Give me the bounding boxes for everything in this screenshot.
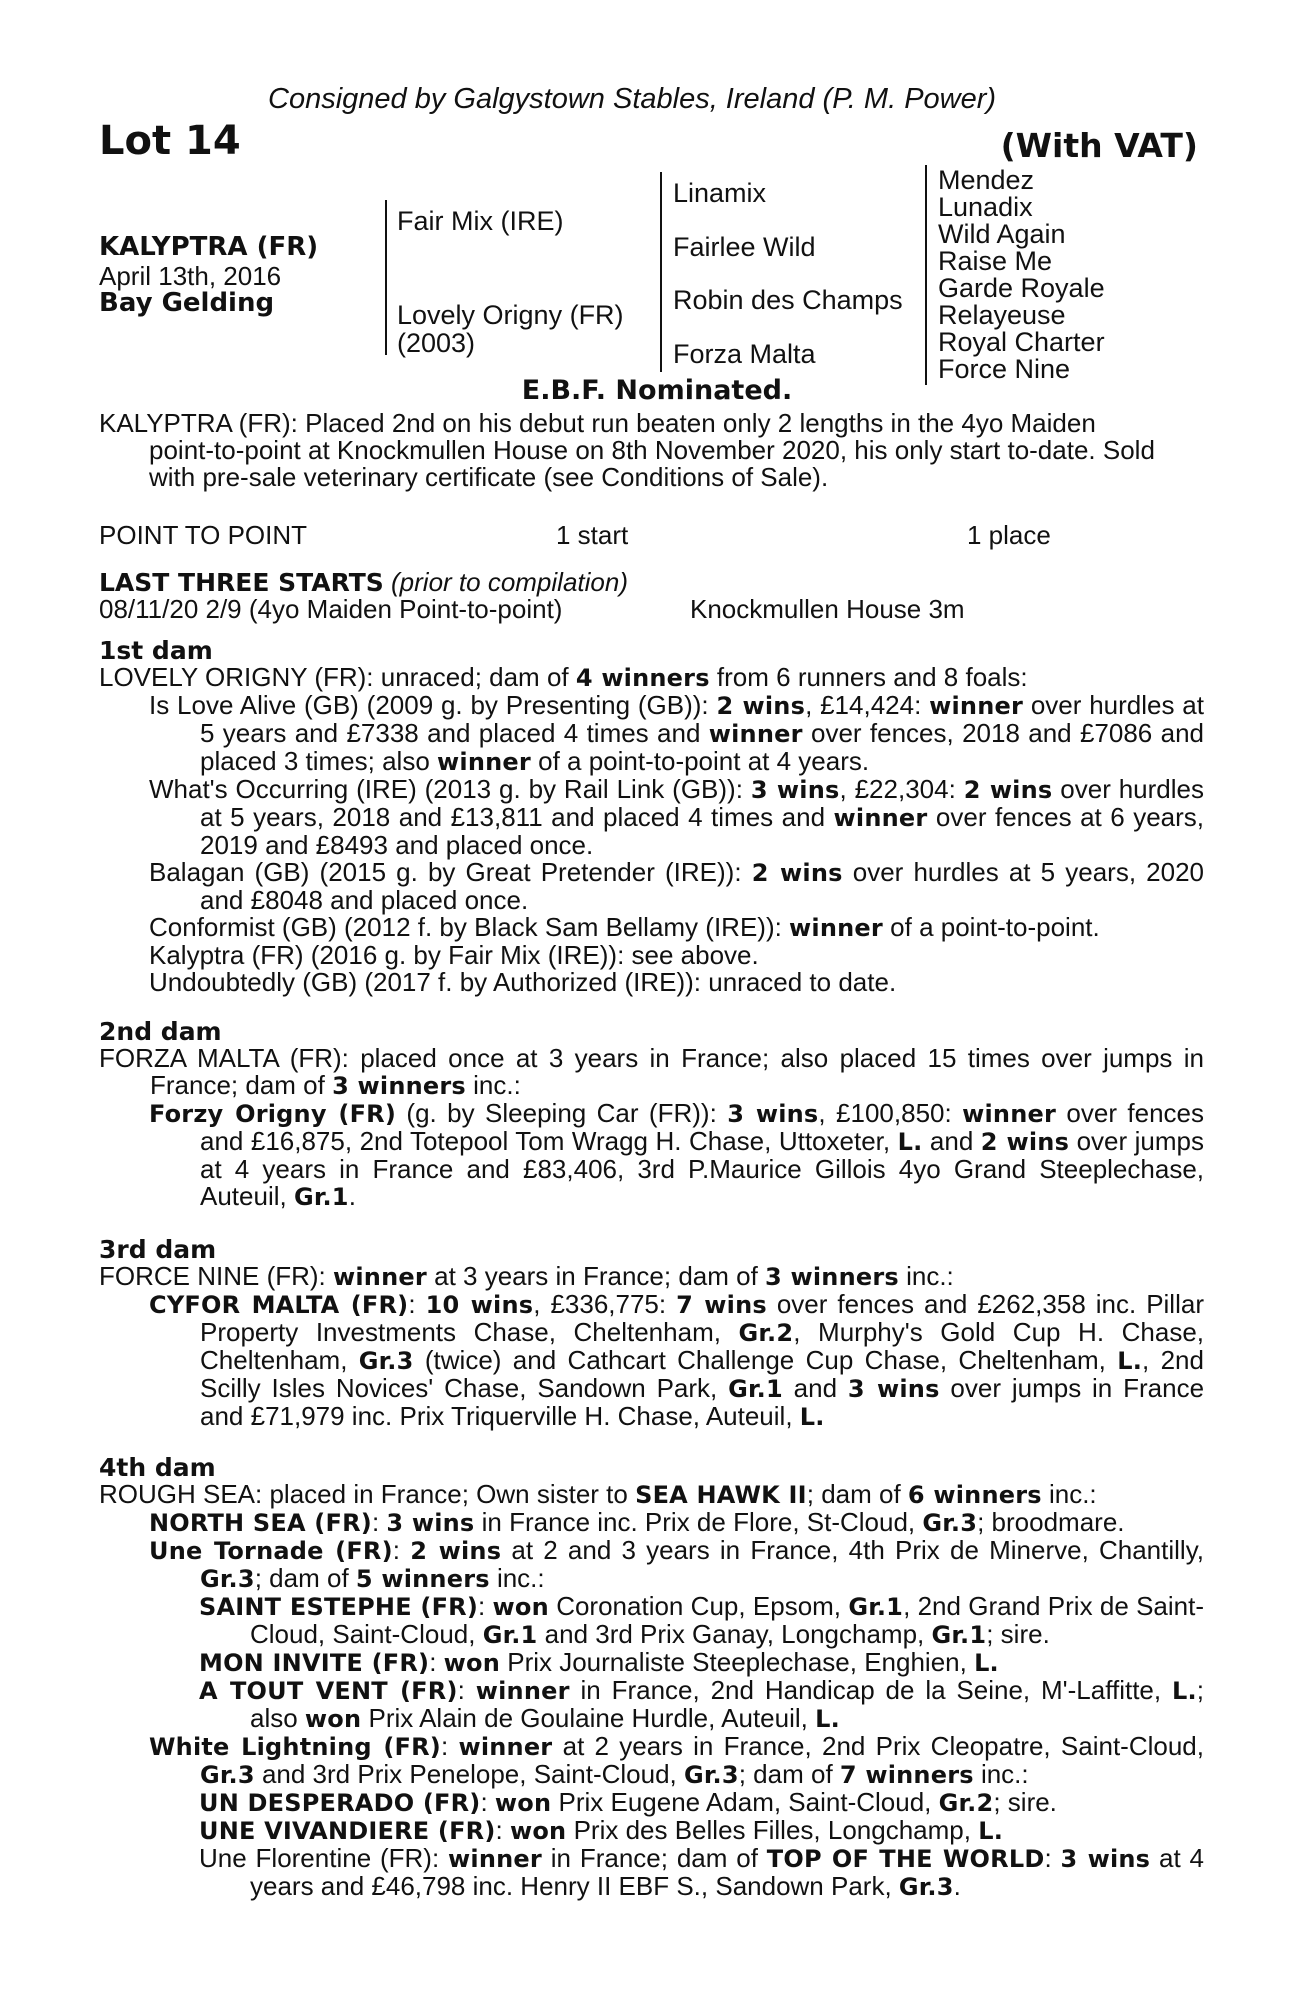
bold-text: L. [978, 1817, 1004, 1845]
text-run: ; broodmare. [977, 1507, 1125, 1537]
bold-text: A TOUT VENT (FR) [199, 1677, 458, 1705]
text-run: : [408, 1289, 426, 1319]
bold-text: 2 wins [751, 859, 843, 887]
summary-line: KALYPTRA (FR): Placed 2nd on his debut run beaten only 2 lengths in the 4yo Maiden [99, 408, 1096, 438]
produce-entry [149, 914, 1204, 942]
pedigree-gen3: Mendez [938, 165, 1035, 195]
text-run: (g. by Sleeping Car (FR)): [396, 1098, 728, 1128]
bold-text: 2 wins [410, 1537, 502, 1565]
summary-paragraph [99, 410, 1204, 491]
text-run: Is Love Alive (GB) (2009 g. by Presenting (GB)): [149, 690, 717, 720]
text-run: FORZA MALTA (FR): placed once at 3 years in France; also placed 15 times over jumps in France; dam of [99, 1043, 1204, 1100]
bold-text: 4 winners [575, 664, 710, 692]
text-run: , £14,424: [805, 690, 930, 720]
bold-text: Gr.2 [938, 1789, 994, 1817]
text-run: Une Florentine (FR): [199, 1843, 449, 1873]
text-run: over hurdles at 5 years, 2020 and £8048 and placed once. [200, 857, 1205, 915]
text-run: at 4 years and £46,798 inc. Henry II EBF S., Sandown Park, [250, 1843, 1204, 1901]
third-dam-heading: 3rd dam [99, 1235, 217, 1264]
produce-entry: Kalyptra (FR) (2016 g. by Fair Mix (IRE)): see above. [149, 940, 759, 970]
second-dam-heading: 2nd dam [99, 1017, 222, 1046]
bold-text: 3 wins [750, 776, 840, 804]
text-run: ; sire. [986, 1619, 1050, 1649]
bold-text: Forzy Origny (FR) [149, 1100, 397, 1128]
text-run: over fences, 2018 and £7086 and placed 3 times; also [200, 718, 1204, 776]
last-three-title: LAST THREE STARTS [99, 568, 384, 597]
text-run: Prix des Belles Filles, Longchamp, [566, 1815, 979, 1845]
bold-text: L. [1171, 1677, 1197, 1705]
bold-text: winner [929, 692, 1024, 720]
text-run: over fences at 6 years, 2019 and £8493 and placed once. [200, 802, 1205, 860]
bold-text: Gr.1 [482, 1621, 538, 1649]
bold-text: winner [789, 914, 883, 942]
text-run: LOVELY ORIGNY (FR): unraced; dam of [99, 662, 576, 692]
text-run: ; dam of [806, 1479, 908, 1509]
text-run: (twice) and Cathcart Challenge Cup Chase, Cheltenham, [413, 1345, 1118, 1375]
bold-text: winner [448, 1845, 542, 1873]
text-run: Prix Eugene Adam, Saint-Cloud, [551, 1787, 939, 1817]
text-run: FORCE NINE (FR): [99, 1261, 333, 1291]
bold-text: 3 wins [847, 1375, 940, 1403]
last-three-note: (prior to compilation) [391, 567, 628, 597]
bold-text: winner [437, 748, 531, 776]
text-run: : [371, 1507, 387, 1537]
pedigree-divider [660, 172, 662, 372]
bold-text: White Lightning (FR) [149, 1733, 441, 1761]
text-run: over hurdles at 5 years and £7338 and placed 4 times and [200, 690, 1204, 748]
bold-text: 2 wins [716, 692, 806, 720]
text-run: : [457, 1675, 476, 1705]
text-run: over jumps in France and £71,979 inc. Prix Triquerville H. Chase, Auteuil, [200, 1373, 1205, 1431]
ebf-nominated: E.B.F. Nominated. [521, 375, 793, 406]
bold-text: Gr.3 [922, 1509, 978, 1537]
bold-text: 6 winners [907, 1481, 1042, 1509]
bold-text: UN DESPERADO (FR) [199, 1789, 481, 1817]
pedigree-gen2: Fairlee Wild [673, 232, 816, 262]
pedigree-gen2: Forza Malta [673, 339, 816, 369]
bold-text: NORTH SEA (FR) [149, 1509, 372, 1537]
bold-text: L. [815, 1705, 840, 1733]
record-starts: 1 start [556, 520, 629, 550]
produce-entry: Undoubtedly (GB) (2017 f. by Authorized (IRE)): unraced to date. [149, 967, 897, 997]
text-run: ; dam of [738, 1759, 840, 1789]
bold-text: L. [799, 1403, 825, 1431]
produce-entry [149, 692, 1204, 776]
text-run: over hurdles at 5 years, 2018 and £13,811 and placed 4 times and [200, 774, 1205, 832]
text-run: at 3 years in France; dam of [426, 1261, 766, 1291]
produce-entry [149, 1537, 1204, 1593]
text-run: . [953, 1871, 961, 1901]
text-run: Coronation Cup, Epsom, [548, 1591, 849, 1621]
bold-text: winner [708, 720, 803, 748]
horse-dob: April 13th, 2016 [99, 261, 282, 291]
bold-text: winner [458, 1733, 553, 1761]
bold-text: won [494, 1789, 552, 1817]
horse-name: KALYPTRA (FR) [99, 232, 319, 262]
pedigree-divider [925, 165, 927, 385]
text-run: Prix Journaliste Steeplechase, Enghien, [500, 1647, 975, 1677]
text-run: inc.: [898, 1261, 954, 1291]
consignor-line: Consigned by Galgystown Stables, Ireland (P. M. Power) [268, 83, 997, 115]
text-run: Balagan (GB) (2015 g. by Great Pretender (IRE)): [149, 857, 752, 887]
third-dam-section [99, 1236, 1204, 1431]
bold-text: winner [962, 1100, 1057, 1128]
pedigree-gen3: Force Nine [938, 354, 1071, 384]
dam-summary [99, 1263, 1204, 1291]
text-run: , 2nd Grand Prix de Saint-Cloud, Saint-Cloud, [250, 1591, 1204, 1649]
bold-text: Gr.3 [898, 1873, 954, 1901]
text-run: : [480, 1787, 495, 1817]
text-run: . [348, 1181, 356, 1211]
bold-text: 3 wins [386, 1509, 475, 1537]
text-run: at 2 and 3 years in France, 4th Prix de Minerve, Chantilly, [501, 1535, 1204, 1565]
bold-text: Gr.3 [358, 1347, 414, 1375]
bold-text: 5 winners [355, 1565, 490, 1593]
produce-entry [149, 859, 1204, 914]
text-run: : [429, 1647, 444, 1677]
bold-text: Une Tornade (FR) [149, 1537, 393, 1565]
produce-entry [199, 1817, 1204, 1845]
produce-entry [149, 1733, 1204, 1789]
bold-text: winner [475, 1677, 570, 1705]
bold-text: Gr.1 [848, 1593, 904, 1621]
bold-text: winner [833, 804, 928, 832]
produce-entry [149, 1509, 1204, 1537]
bold-text: Gr.1 [728, 1375, 783, 1403]
text-run: What's Occurring (IRE) (2013 g. by Rail Link (GB)): [149, 774, 751, 804]
text-run: from 6 runners and 8 foals: [709, 662, 1028, 692]
bold-text: Gr.1 [931, 1621, 987, 1649]
text-run: , £336,775: [533, 1289, 677, 1319]
bold-text: 2 wins [963, 776, 1053, 804]
text-run: Prix Alain de Goulaine Hurdle, Auteuil, [361, 1703, 816, 1733]
produce-entry [199, 1649, 1204, 1677]
race-venue: Knockmullen House 3m [690, 594, 965, 624]
text-run: , Murphy's Gold Cup H. Chase, Cheltenham, [200, 1317, 1205, 1375]
bold-text: MON INVITE (FR) [199, 1649, 430, 1677]
bold-text: Gr.1 [293, 1183, 349, 1211]
bold-text: L. [974, 1649, 999, 1677]
text-run: and 3rd Prix Penelope, Saint-Cloud, [254, 1759, 684, 1789]
bold-text: 7 winners [839, 1761, 974, 1789]
bold-text: 3 wins [727, 1100, 819, 1128]
text-run: of a point-to-point. [882, 912, 1100, 942]
text-run: , £100,850: [818, 1098, 963, 1128]
bold-text: L. [897, 1128, 923, 1156]
bold-text: won [509, 1817, 567, 1845]
text-run: inc.: [489, 1563, 545, 1593]
bold-text: won [443, 1649, 500, 1677]
bold-text: 7 wins [676, 1291, 767, 1319]
bold-text: SAINT ESTEPHE (FR) [199, 1593, 479, 1621]
bold-text: Gr.3 [684, 1761, 739, 1789]
bold-text: TOP OF THE WORLD [766, 1845, 1045, 1873]
text-run: Conformist (GB) (2012 f. by Black Sam Bellamy (IRE)): [149, 912, 790, 942]
produce-entry [199, 1789, 1204, 1817]
pedigree-gen3: Wild Again [938, 219, 1066, 249]
bold-text: L. [1117, 1347, 1143, 1375]
pedigree-dam: Lovely Origny (FR) [397, 300, 624, 330]
summary-line: with pre-sale veterinary certificate (see Conditions of Sale). [149, 462, 829, 492]
text-run: at 2 years in France, 2nd Prix Cleopatre, Saint-Cloud, [552, 1731, 1204, 1761]
vat-note: (With VAT) [1000, 126, 1198, 165]
text-run: of a point-to-point at 4 years. [530, 746, 870, 776]
first-dam-heading: 1st dam [99, 636, 213, 665]
bold-text: 3 winners [332, 1072, 466, 1100]
text-run: , 2nd Scilly Isles Novices' Chase, Sandown Park, [200, 1345, 1204, 1403]
pedigree-gen3: Raise Me [938, 246, 1053, 276]
pedigree-gen3: Garde Royale [938, 273, 1105, 303]
text-run: : [478, 1591, 493, 1621]
record-places: 1 place [967, 520, 1051, 550]
fourth-dam-heading: 4th dam [99, 1453, 216, 1482]
text-run: in France, 2nd Handicap de la Seine, M'-Laffitte, [569, 1675, 1172, 1705]
bold-text: Gr.2 [738, 1319, 794, 1347]
bold-text: CYFOR MALTA (FR) [149, 1291, 409, 1319]
dam-summary [99, 1045, 1204, 1100]
pedigree-sire: Fair Mix (IRE) [397, 206, 564, 236]
second-dam-section [99, 1018, 1204, 1211]
bold-text: Gr.3 [200, 1565, 255, 1593]
bold-text: 2 wins [980, 1128, 1070, 1156]
bold-text: UNE VIVANDIERE (FR) [199, 1817, 496, 1845]
text-run: ; also [250, 1675, 1205, 1733]
horse-type: Bay Gelding [99, 288, 275, 318]
produce-entry [149, 1100, 1204, 1211]
text-run: in France inc. Prix de Flore, St-Cloud, [474, 1507, 923, 1537]
produce-entry [199, 1593, 1204, 1649]
produce-entry [199, 1677, 1204, 1733]
text-run: : [1044, 1843, 1061, 1873]
pedigree-divider [385, 200, 387, 355]
text-run: , £22,304: [839, 774, 964, 804]
pedigree-gen3: Relayeuse [938, 300, 1066, 330]
text-run: over fences and £16,875, 2nd Totepool Tom Wragg H. Chase, Uttoxeter, [200, 1098, 1205, 1156]
pedigree-gen3: Lunadix [938, 192, 1033, 222]
text-run: inc.: [465, 1070, 521, 1100]
bold-text: Gr.3 [200, 1761, 255, 1789]
summary-line: point-to-point at Knockmullen House on 8th November 2020, his only start to-date. Sold [149, 435, 1155, 465]
lot-number: Lot 14 [99, 118, 241, 164]
text-run: inc.: [1041, 1479, 1097, 1509]
pedigree-gen3: Royal Charter [938, 327, 1105, 357]
record-label: POINT TO POINT [99, 520, 308, 550]
text-run: inc.: [973, 1759, 1029, 1789]
bold-text: winner [333, 1263, 427, 1291]
bold-text: won [492, 1593, 549, 1621]
text-run: : [495, 1815, 510, 1845]
bold-text: 3 wins [1060, 1845, 1151, 1873]
text-run: over fences and £262,358 inc. Pillar Property Investments Chase, Cheltenham, [200, 1289, 1204, 1347]
bold-text: won [304, 1705, 362, 1733]
text-run: ; dam of [254, 1563, 356, 1593]
dam-summary [99, 1481, 1204, 1509]
text-run: in France; dam of [541, 1843, 767, 1873]
first-dam-section [99, 637, 1204, 996]
produce-entry [199, 1845, 1204, 1901]
pedigree-gen2: Robin des Champs [673, 285, 903, 315]
text-run: and [782, 1373, 848, 1403]
race-result: 08/11/20 2/9 (4yo Maiden Point-to-point) [99, 594, 563, 624]
produce-entry [149, 776, 1204, 859]
text-run: : [392, 1535, 411, 1565]
bold-text: SEA HAWK II [635, 1481, 807, 1509]
text-run: : [440, 1731, 459, 1761]
text-run: ; sire. [993, 1787, 1057, 1817]
bold-text: 10 wins [425, 1291, 534, 1319]
text-run: ROUGH SEA: placed in France; Own sister to [99, 1479, 636, 1509]
dam-summary [99, 664, 1204, 692]
text-run: over jumps at 4 years in France and £83,406, 3rd P.Maurice Gillois 4yo Grand Steeplechase, Auteuil, [200, 1126, 1204, 1211]
bold-text: 3 winners [765, 1263, 899, 1291]
text-run: and [922, 1126, 981, 1156]
produce-entry [149, 1291, 1204, 1431]
pedigree-dam-year: (2003) [397, 328, 476, 358]
fourth-dam-section [99, 1454, 1204, 1901]
pedigree-gen2: Linamix [673, 178, 767, 208]
text-run: and 3rd Prix Ganay, Longchamp, [537, 1619, 932, 1649]
